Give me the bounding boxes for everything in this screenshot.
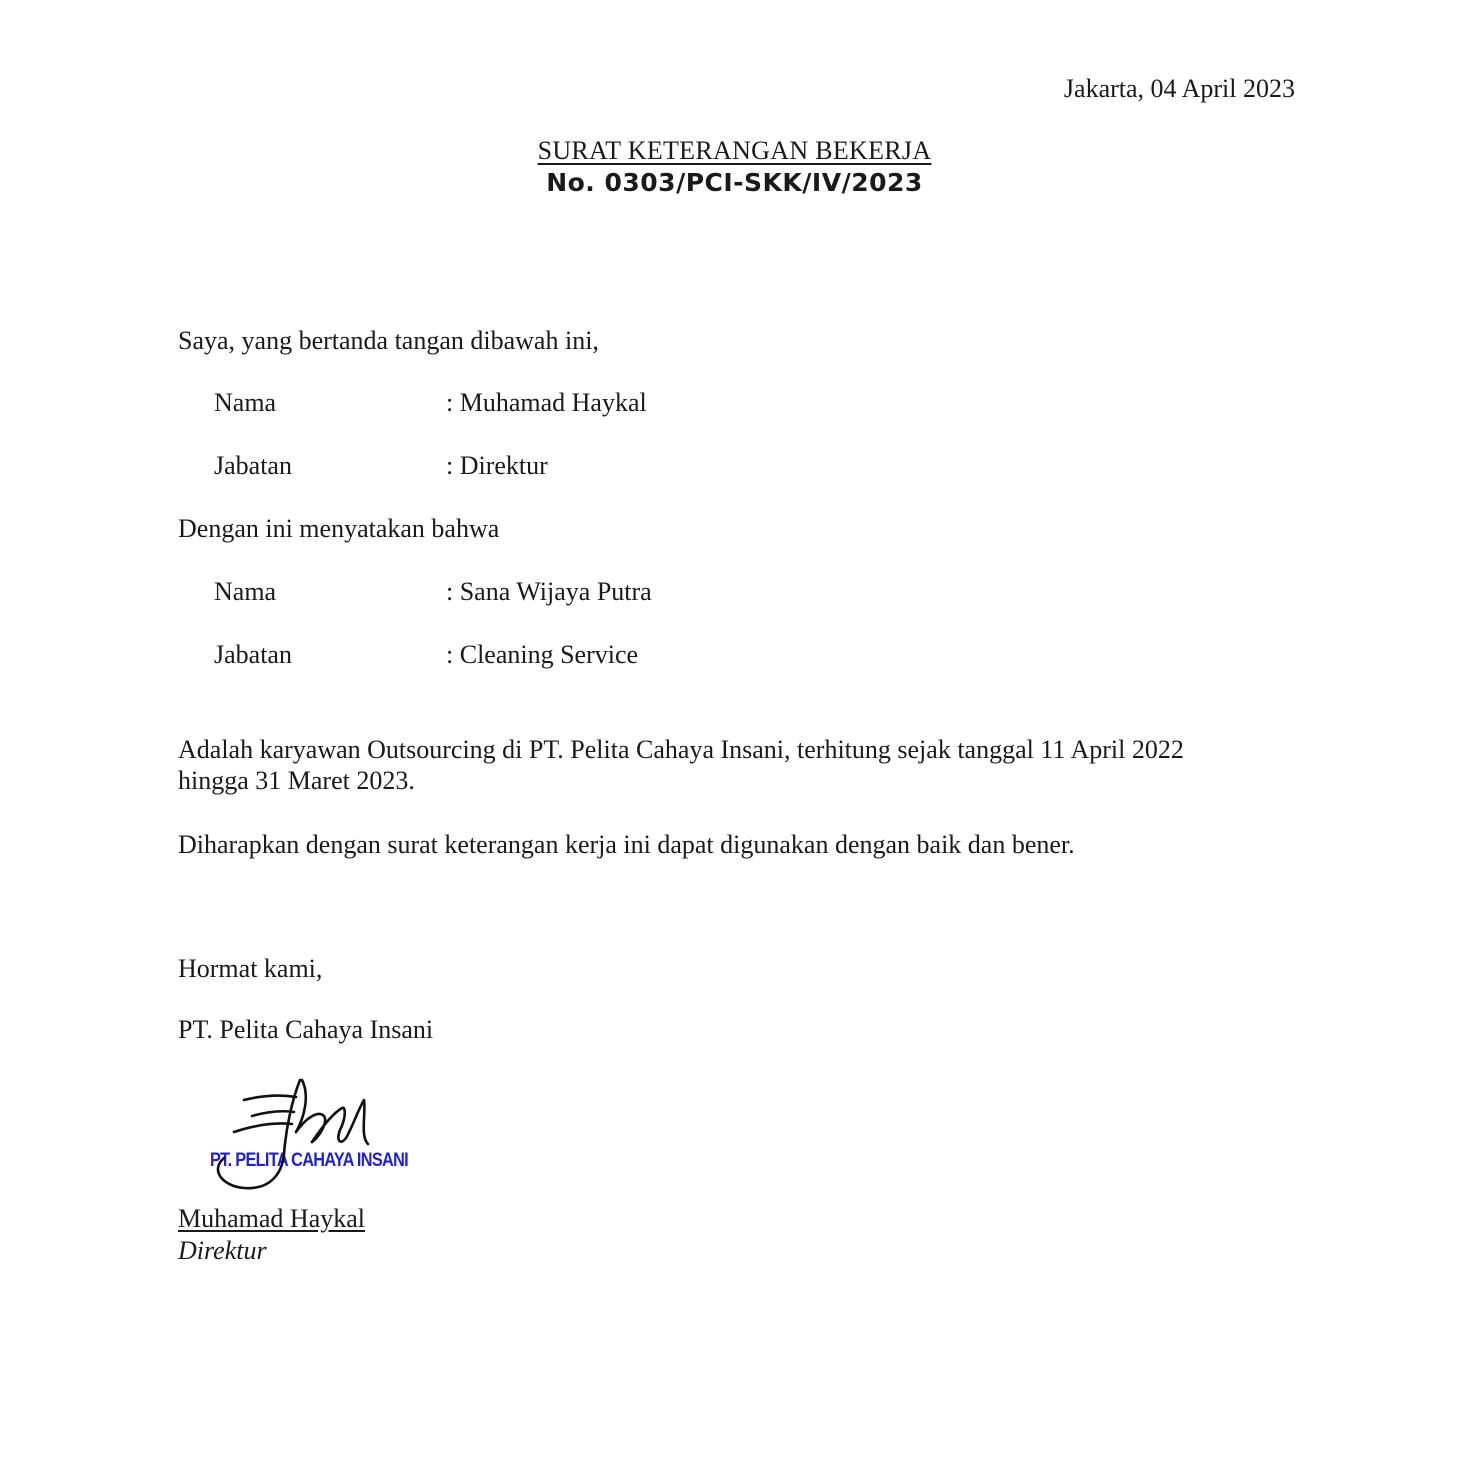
statement-line: Dengan ini menyatakan bahwa xyxy=(178,514,500,543)
place-date: Jakarta, 04 April 2023 xyxy=(1063,74,1295,103)
employee-position-label: Jabatan xyxy=(214,640,292,669)
employee-name-row xyxy=(214,577,652,607)
stamp-text: PT. PELITA CAHAYA INSANI xyxy=(210,1150,409,1171)
signature-stamp xyxy=(200,1070,420,1200)
signatory-position-value: : Direktur xyxy=(446,451,548,480)
opening-line: Saya, yang bertanda tangan dibawah ini, xyxy=(178,326,599,355)
signatory-name-row xyxy=(214,388,647,418)
signatory-name-value: : Muhamad Haykal xyxy=(446,388,647,417)
letter-number: No. 0303/PCI-SKK/IV/2023 xyxy=(546,168,923,197)
signatory-position-label: Jabatan xyxy=(214,451,292,480)
signer-title: Direktur xyxy=(178,1236,267,1265)
company-name: PT. Pelita Cahaya Insani xyxy=(178,1015,434,1044)
employee-name-label: Nama xyxy=(214,577,277,606)
signer-name: Muhamad Haykal xyxy=(178,1204,366,1233)
signatory-name-label: Nama xyxy=(214,388,277,417)
employee-position-value: : Cleaning Service xyxy=(446,640,639,669)
letter-title: SURAT KETERANGAN BEKERJA xyxy=(537,136,932,165)
regards-line: Hormat kami, xyxy=(178,954,323,983)
employee-name-value: : Sana Wijaya Putra xyxy=(446,577,652,606)
handwritten-signature xyxy=(218,1080,368,1188)
signatory-position-row xyxy=(214,451,548,481)
closing-note: Diharapkan dengan surat keterangan kerja ini dapat digunakan dengan baik dan bener. xyxy=(178,830,1075,859)
body-paragraph: Adalah karyawan Outsourcing di PT. Pelita Cahaya Insani, terhitung sejak tanggal 11 April 2022 hingga 31 Maret 2023. xyxy=(178,735,1184,795)
employee-position-row xyxy=(214,640,638,670)
letter-heading xyxy=(0,136,1469,197)
